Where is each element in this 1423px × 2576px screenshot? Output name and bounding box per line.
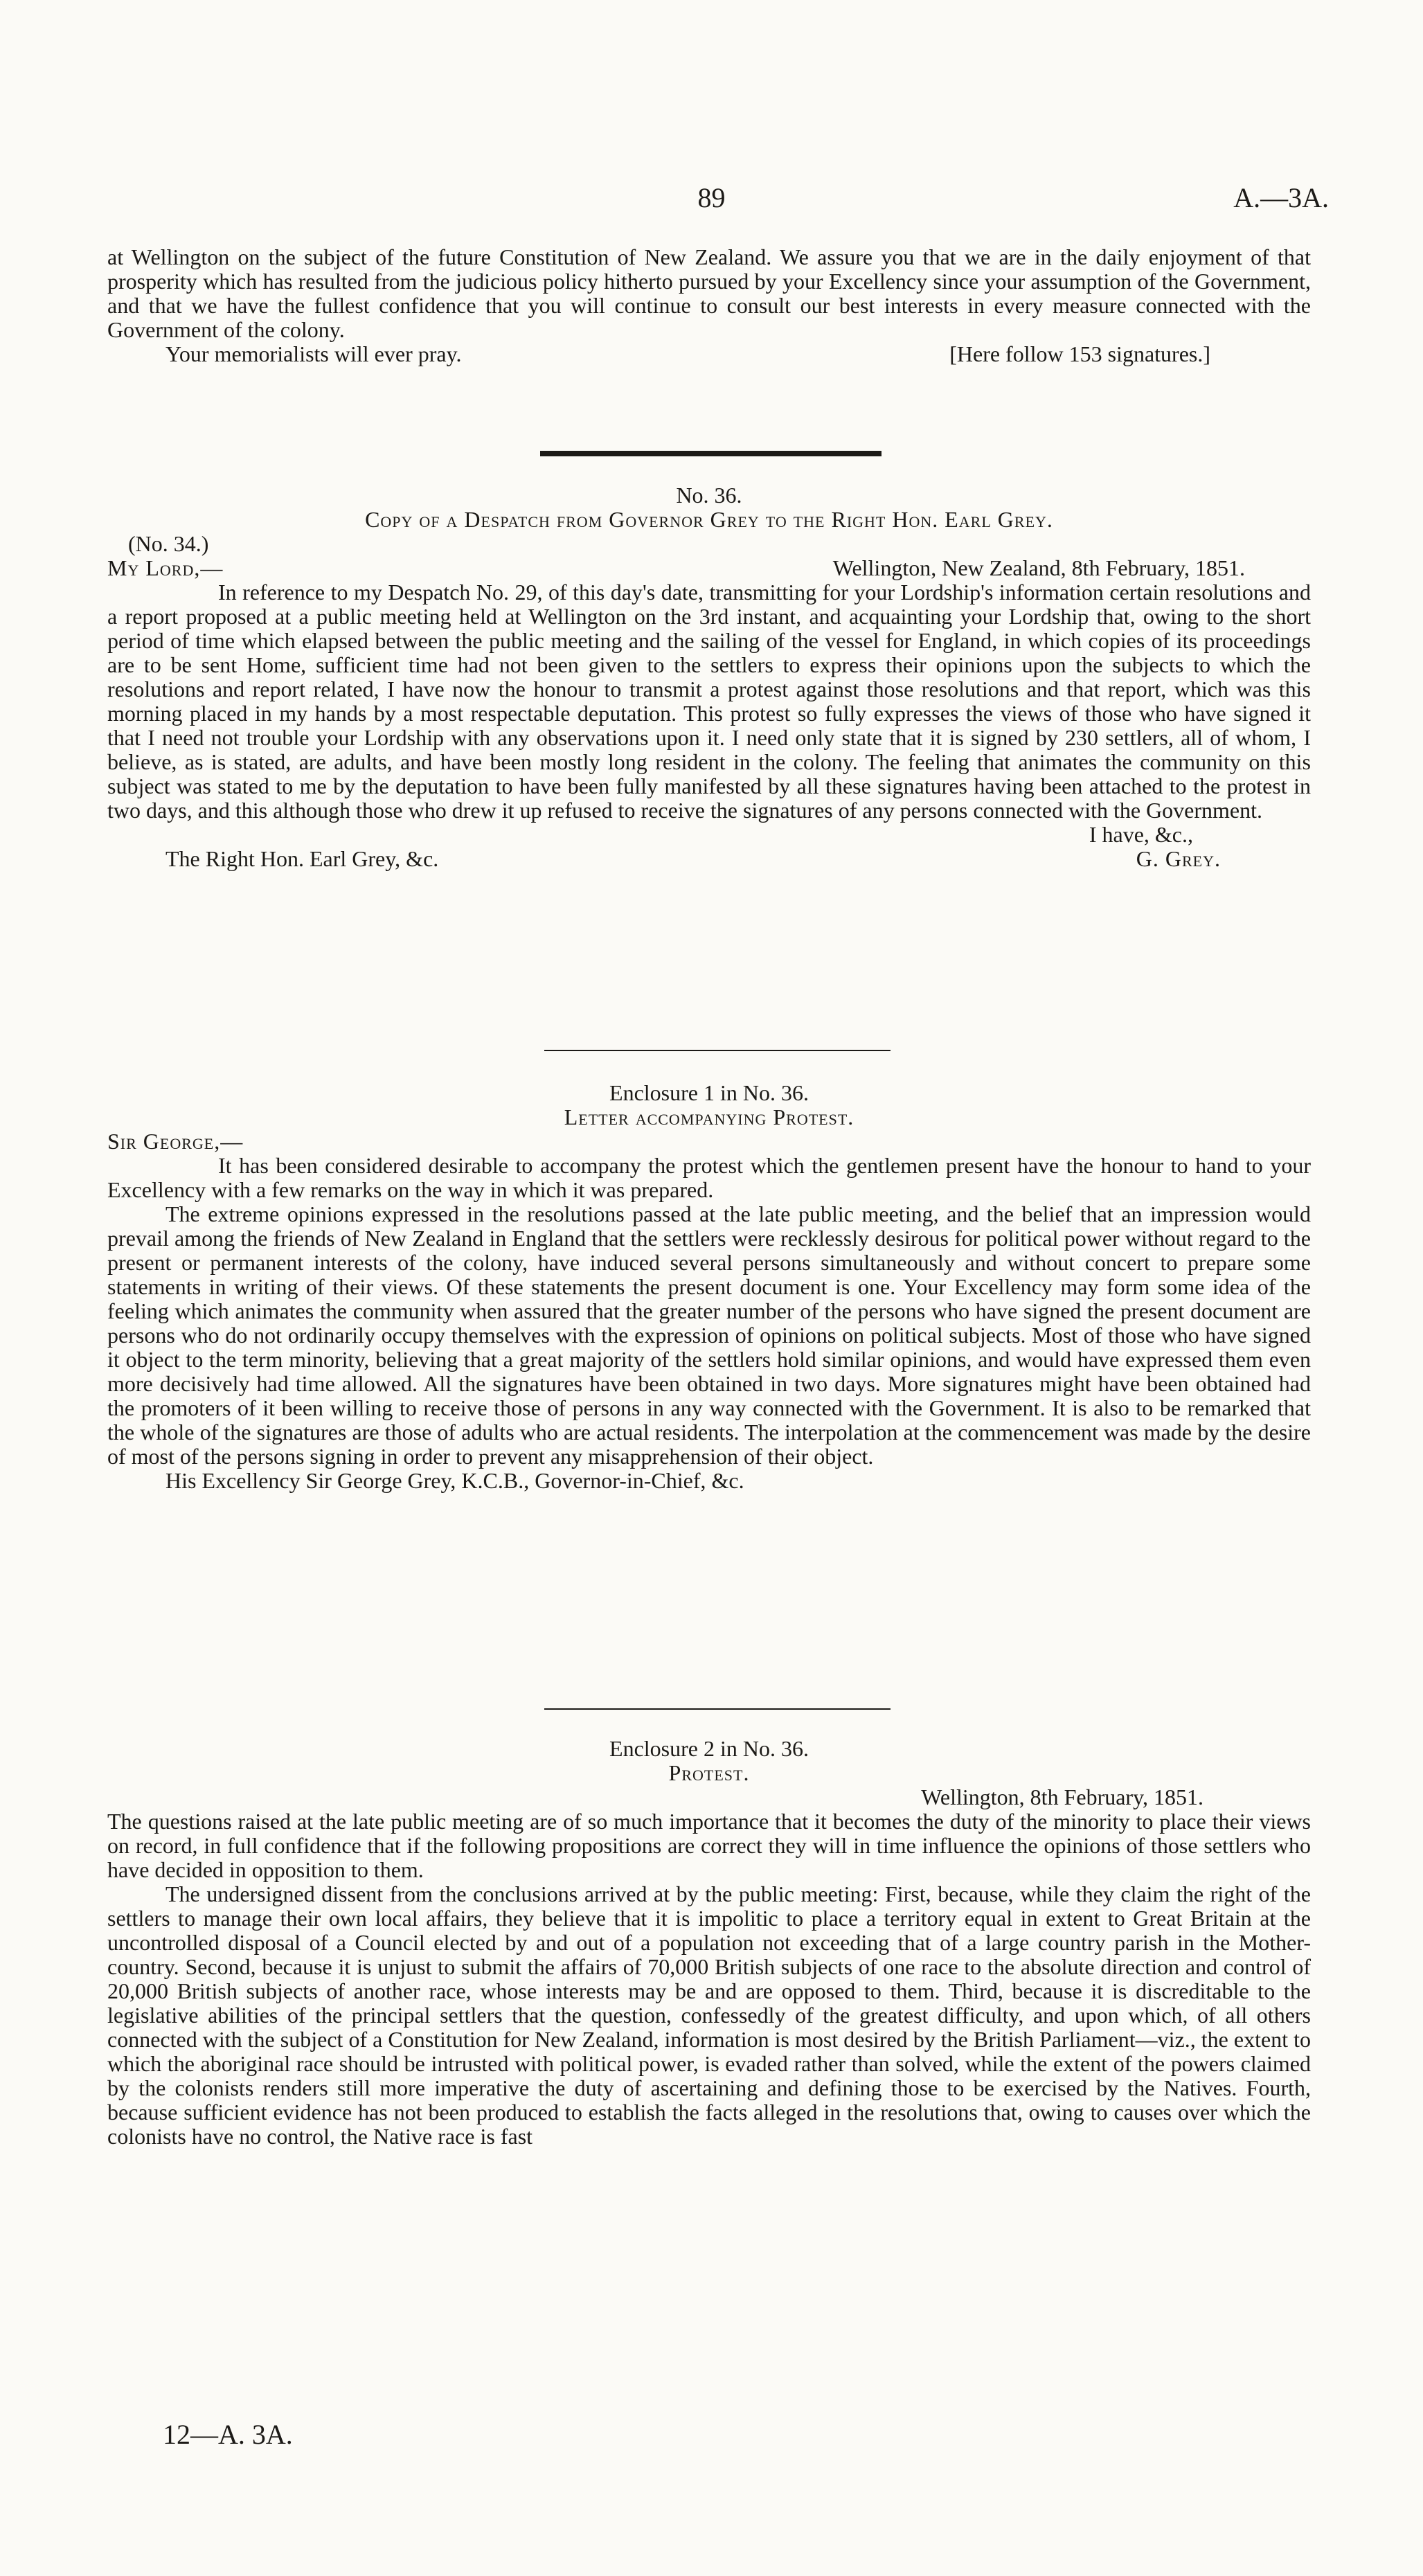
- enclosure1-para2: The extreme opinions expressed in the resolutions passed at the late public meeting, and the belief that an impression would prevail among the friends of New Zealand in England that the settlers were recklessly desirous for political power without regard to the present or permanent interests of the colony, have induced several persons simultaneously and without concert to prepare some statements in writing of their views. Of these statements the present document is one. Your Excellency may form some idea of the feeling which animates the community when assured that the greater number of the persons who have signed the present document are persons who do not ordinarily occupy themselves with the expression of opinions on political subjects. Most of those who have signed it object to the term minority, believing that a great majority of the settlers hold similar opinions, and would have expressed them even more decisively had time allowed. All the signatures have been obtained in two days. More signatures might have been obtained had the promoters of it been willing to receive those of persons in any way connected with the Government. It is also to be remarked that the whole of the signatures are those of adults who are actual residents. The interpolation at the commencement was made by the desire of most of the persons signing in order to prevent any misapprehension of their object.: [107, 1201, 1311, 1469]
- paper-reference: A.—3A.: [1233, 182, 1329, 213]
- enclosure1-section: [107, 1081, 1311, 1493]
- enclosure2-section: [107, 1737, 1311, 2149]
- enclosure1-addressee: His Excellency Sir George Grey, K.C.B., Governor-in-Chief, &c.: [165, 1468, 744, 1493]
- despatch-closing: I have, &c.,: [1089, 822, 1193, 847]
- despatch-signature: G. Grey.: [1136, 846, 1221, 871]
- despatch-body: In reference to my Despatch No. 29, of this day's date, transmitting for your Lordship's information certain resolutions and a report proposed at a public meeting held at Wellington on the 3rd instant, and acquainting your Lordship that, owing to the short period of time which elapsed between the public meeting and the sailing of the vessel for England, in which copies of its proceedings are to be sent Home, sufficient time had not been given to the settlers to express their opinions upon the subjects to which the resolutions and report related, I have now the honour to transmit a protest against those resolutions and that report, which was this morning placed in my hands by a most respectable deputation. This protest so fully expresses the views of those who have signed it that I need not trouble your Lordship with any observations upon it. I need only state that it is signed by 230 settlers, all of whom, I believe, as is stated, are adults, and have been mostly long resident in the colony. The feeling that animates the community on this subject was stated to me by the deputation to have been fully manifested by all these signatures having been attached to the protest in two days, and this although those who drew it up refused to receive the signatures of any persons connected with the Government.: [107, 580, 1311, 823]
- enclosure2-heading: Enclosure 2 in No. 36.: [609, 1736, 809, 1761]
- section-divider-1: [544, 1050, 891, 1051]
- section-divider-2: [544, 1708, 891, 1710]
- page-number: 89: [697, 182, 726, 213]
- despatch-no: (No. 34.): [128, 531, 209, 556]
- enclosure2-para1: The questions raised at the late public meeting are of so much importance that it becomes the duty of the minority to place their views on record, in full confidence that if the following propositions are correct they will in time influence the opinions of those settlers who have decided in opposition to them.: [107, 1809, 1311, 1882]
- memorial-section: [107, 245, 1311, 366]
- memorial-closing-row: [107, 342, 1311, 366]
- enclosure1-heading: Enclosure 1 in No. 36.: [609, 1080, 809, 1105]
- despatch-title: Copy of a Despatch from Governor Grey to the Right Hon. Earl Grey.: [365, 507, 1053, 532]
- section-divider-thick: [540, 451, 881, 456]
- enclosure1-subheading: Letter accompanying Protest.: [564, 1104, 854, 1129]
- despatch-salutation-row: [107, 556, 1311, 580]
- despatch-salutation: My Lord,—: [107, 555, 224, 580]
- memorial-paragraph: at Wellington on the subject of the future Constitution of New Zealand. We assure you that we are in the daily enjoyment of that prosperity which has resulted from the judicious policy hitherto pursued by your Excellency since your assumption of the Government, and that we have the fullest confidence that you will continue to consult our best interests in every measure connected with the Government of the colony.: [107, 244, 1311, 342]
- despatch-number: No. 36.: [676, 483, 742, 508]
- enclosure2-subheading: Protest.: [668, 1760, 750, 1785]
- despatch-addressee: The Right Hon. Earl Grey, &c.: [165, 846, 439, 871]
- memorial-signatures-note: [Here follow 153 signatures.]: [949, 341, 1210, 366]
- enclosure1-salutation: Sir George,—: [107, 1129, 244, 1154]
- signature-mark: 12—A. 3A.: [163, 2419, 293, 2450]
- despatch-place-date: Wellington, New Zealand, 8th February, 1851.: [832, 555, 1245, 580]
- enclosure1-para1: It has been considered desirable to accompany the protest which the gentlemen present have the honour to hand to your Excellency with a few remarks on the way in which it was prepared.: [107, 1153, 1311, 1202]
- despatch-section: [107, 483, 1311, 871]
- enclosure2-place-date: Wellington, 8th February, 1851.: [921, 1785, 1203, 1809]
- enclosure2-para2: The undersigned dissent from the conclusions arrived at by the public meeting: First, because, while they claim the right of the settlers to manage their own local affairs, they believe that it is impolitic to place a territory equal in extent to Great Britain at the uncontrolled disposal of a Council elected by and out of a population not exceeding that of a large country parish in the Mother-country. Second, because it is unjust to submit the affairs of 70,000 British subjects of one race to the absolute direction and control of 20,000 British subjects of another race, whose interests may be and are opposed to them. Third, because it is discreditable to the legislative abilities of the principal settlers that the question, confessedly of the greatest difficulty, and upon which, of all others connected with the subject of a Constitution for New Zealand, information is most desired by the British Parliament—viz., the extent to which the aboriginal race should be intrusted with political power, is evaded rather than solved, while the extent of the powers claimed by the colonists renders still more imperative the duty of ascertaining and defining those to be exercised by the Natives. Fourth, because sufficient evidence has not been produced to establish the facts alleged in the resolutions that, owing to causes over which the colonists have no control, the Native race is fast: [107, 1881, 1311, 2149]
- despatch-signoff-row: [107, 847, 1311, 871]
- memorial-pray: Your memorialists will ever pray.: [165, 341, 462, 366]
